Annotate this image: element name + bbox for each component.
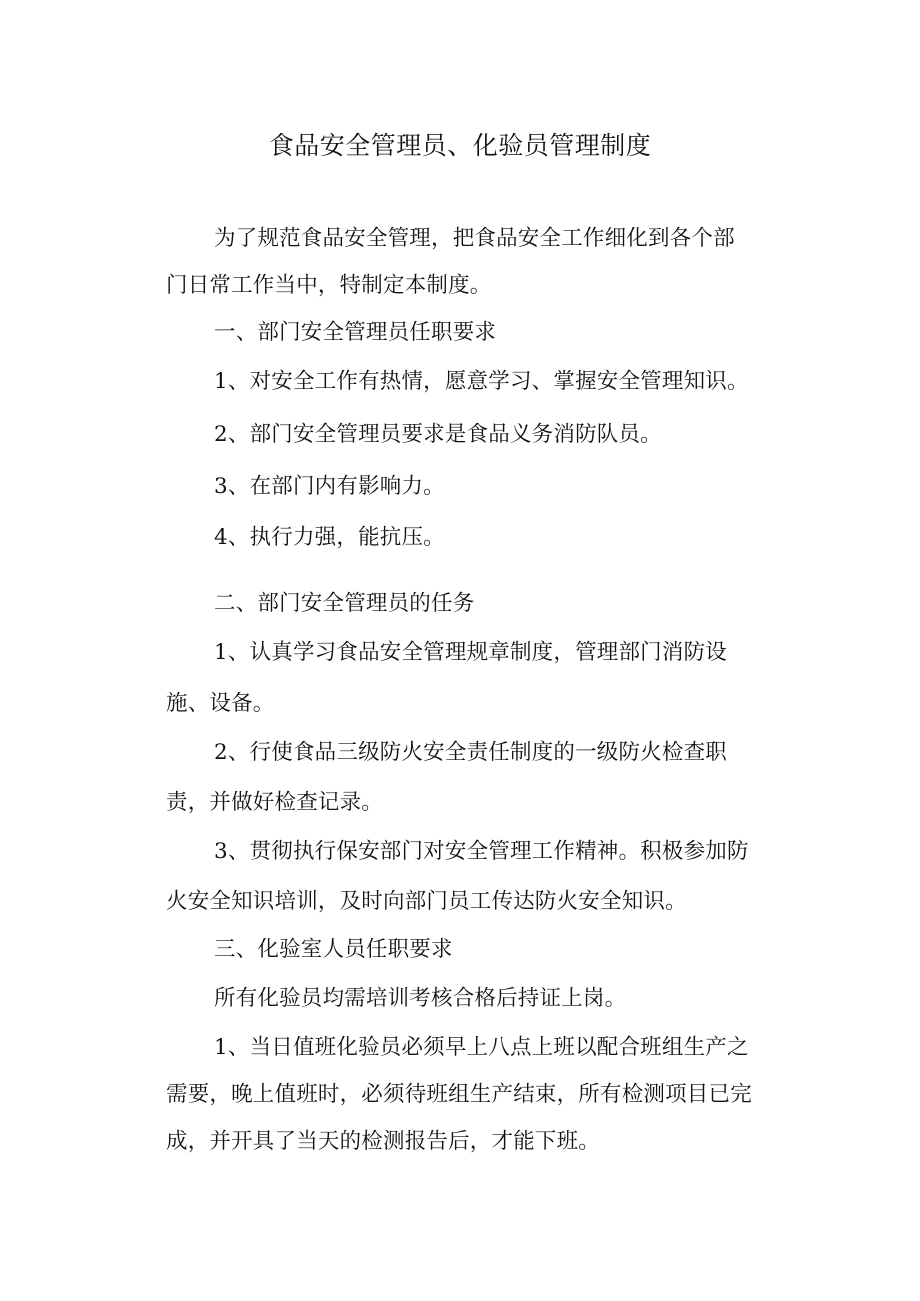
section-3-item-1-line-1: 1、当日值班化验员必须早上八点上班以配合班组生产之 (214, 1035, 749, 1060)
section-2-item-2-line-2: 责，并做好检查记录。 (166, 790, 384, 815)
section-2-item-1-line-1: 1、认真学习食品安全管理规章制度，管理部门消防设 (214, 640, 727, 665)
section-2-item-3-line-1: 3、贯彻执行保安部门对安全管理工作精神。积极参加防 (214, 839, 749, 864)
section-1-item-1: 1、对安全工作有热情，愿意学习、掌握安全管理知识。 (214, 369, 749, 394)
section-1-heading: 一、部门安全管理员任职要求 (214, 320, 497, 345)
section-1-item-4: 4、执行力强，能抗压。 (214, 525, 445, 550)
section-3-heading: 三、化验室人员任职要求 (214, 937, 453, 962)
section-2-item-3-line-2: 火安全知识培训，及时向部门员工传达防火安全知识。 (166, 889, 687, 914)
intro-line-1: 为了规范食品安全管理，把食品安全工作细化到各个部 (214, 226, 735, 251)
intro-line-2: 门日常工作当中，特制定本制度。 (166, 273, 492, 298)
section-2-heading: 二、部门安全管理员的任务 (214, 591, 475, 616)
section-1-item-3: 3、在部门内有影响力。 (214, 474, 445, 499)
section-3-item-1-line-2: 需要，晚上值班时，必须待班组生产结束，所有检测项目已完 (166, 1082, 752, 1107)
section-2-item-1-line-2: 施、设备。 (166, 691, 275, 716)
section-2-item-2-line-1: 2、行使食品三级防火安全责任制度的一级防火检查职 (214, 740, 727, 765)
section-3-item-1-line-3: 成，并开具了当天的检测报告后，才能下班。 (166, 1129, 601, 1154)
document-title: 食品安全管理员、化验员管理制度 (268, 131, 652, 160)
section-1-item-2: 2、部门安全管理员要求是食品义务消防队员。 (214, 422, 662, 447)
section-3-intro: 所有化验员均需培训考核合格后持证上岗。 (214, 986, 627, 1011)
